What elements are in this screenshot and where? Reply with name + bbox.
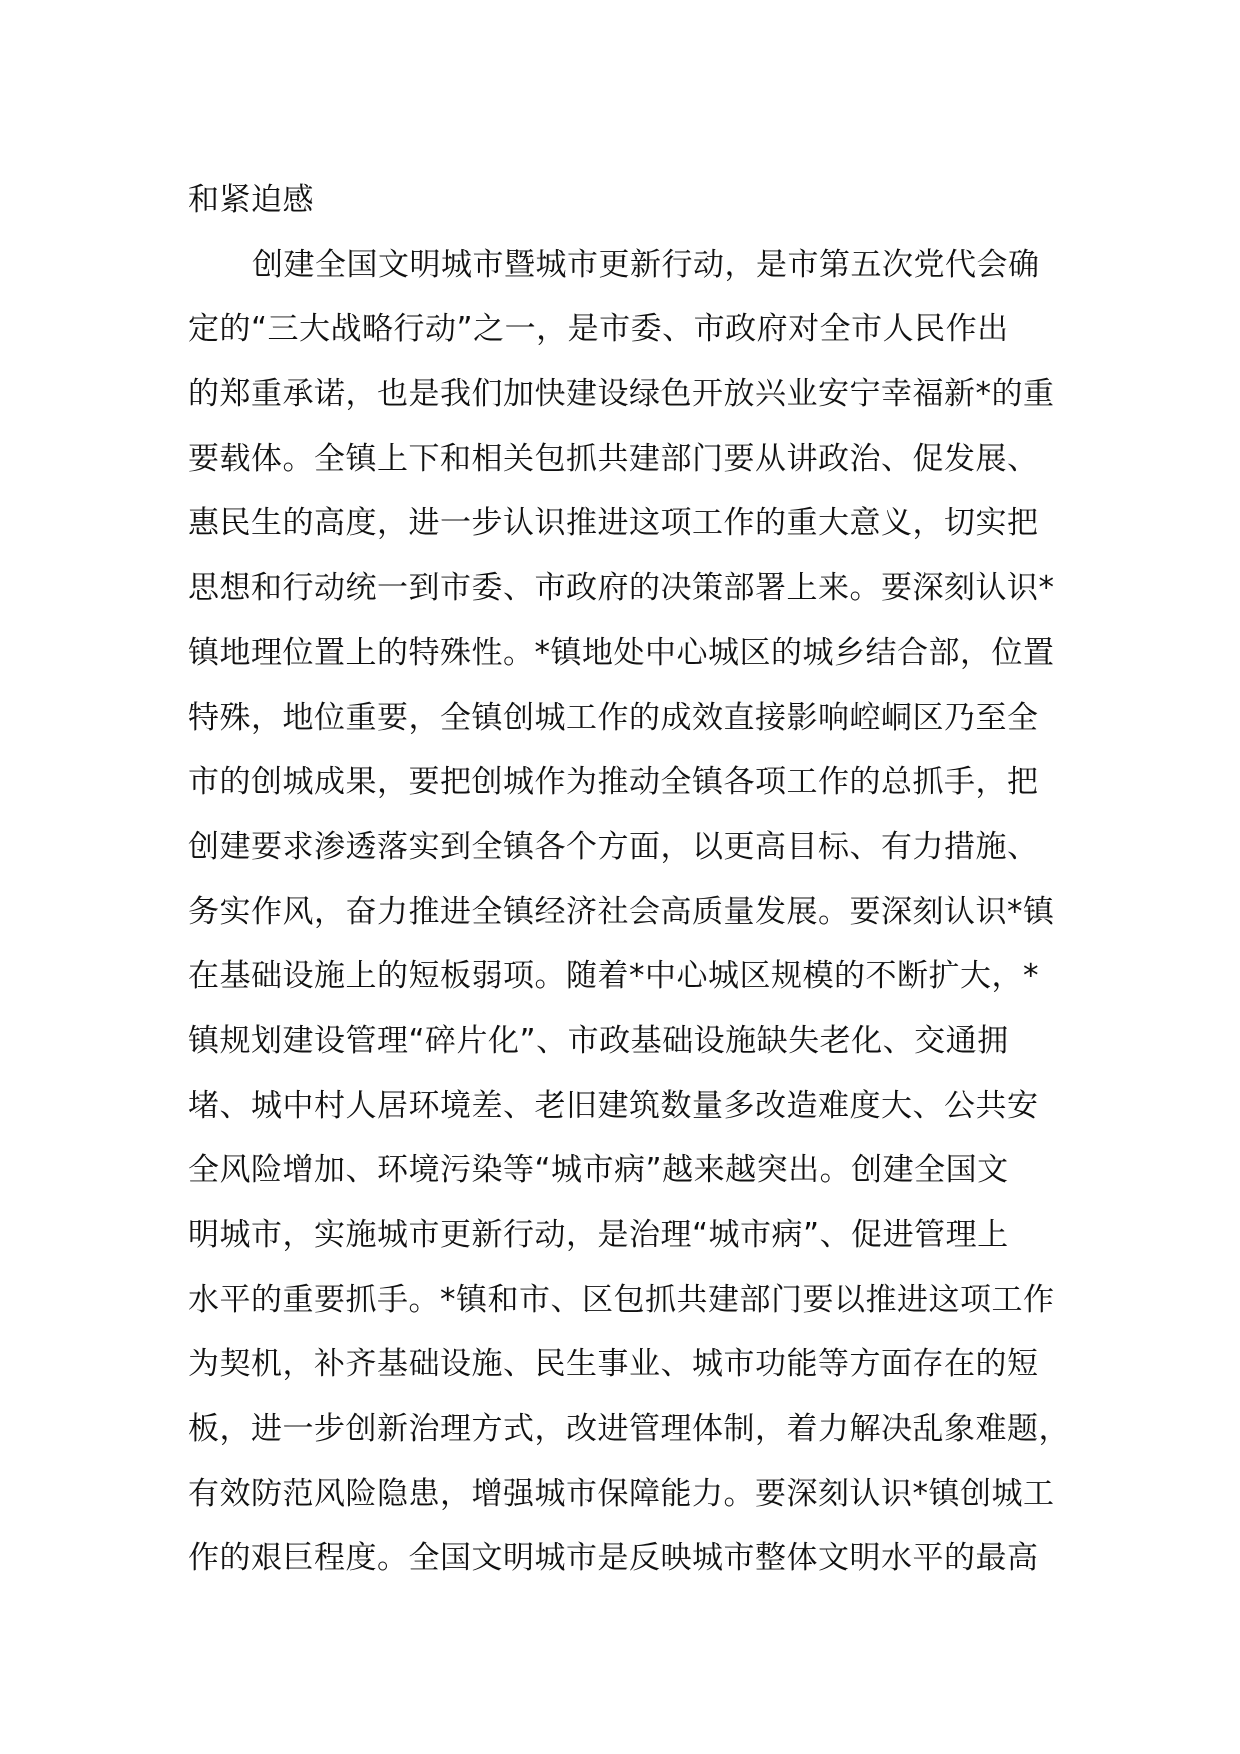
text-line: 镇规划建设管理“碎片化”、市政基础设施缺失老化、交通拥	[188, 1022, 1009, 1059]
text-line: 板，进一步创新治理方式，改进管理体制，着力解决乱象难题，	[188, 1411, 1070, 1448]
text-line: 务实作风，奋力推进全镇经济社会高质量发展。要深刻认识*镇	[188, 893, 1055, 930]
text-line: 为契机，补齐基础设施、民生事业、城市功能等方面存在的短	[188, 1346, 1039, 1383]
text-line: 作的艰巨程度。全国文明城市是反映城市整体文明水平的最高	[188, 1540, 1039, 1577]
text-line: 特殊，地位重要，全镇创城工作的成效直接影响崆峒区乃至全	[188, 699, 1039, 736]
text-line: 的郑重承诺，也是我们加快建设绿色开放兴业安宁幸福新*的重	[188, 376, 1055, 413]
text-line: 和紧迫感	[188, 182, 314, 218]
text-line: 定的“三大战略行动”之一，是市委、市政府对全市人民作出	[188, 311, 1009, 348]
text-line: 思想和行动统一到市委、市政府的决策部署上来。要深刻认识*	[188, 570, 1055, 607]
text-line: 要载体。全镇上下和相关包抓共建部门要从讲政治、促发展、	[188, 440, 1039, 477]
text-line: 有效防范风险隐患，增强城市保障能力。要深刻认识*镇创城工	[188, 1475, 1055, 1512]
text-line: 市的创城成果，要把创城作为推动全镇各项工作的总抓手，把	[188, 764, 1039, 801]
text-line: 创建要求渗透落实到全镇各个方面，以更高目标、有力措施、	[188, 828, 1039, 865]
text-line: 水平的重要抓手。*镇和市、区包抓共建部门要以推进这项工作	[188, 1281, 1055, 1318]
text-line: 明城市，实施城市更新行动，是治理“城市病”、促进管理上	[188, 1217, 1009, 1253]
body-text	[188, 168, 1088, 1591]
paragraph-first-line: 创建全国文明城市暨城市更新行动，是市第五次党代会确	[252, 246, 1040, 283]
text-line: 惠民生的高度，进一步认识推进这项工作的重大意义，切实把	[188, 505, 1039, 542]
text-line: 在基础设施上的短板弱项。随着*中心城区规模的不断扩大，*	[188, 958, 1039, 995]
text-line: 堵、城中村人居环境差、老旧建筑数量多改造难度大、公共安	[188, 1087, 1039, 1124]
text-line: 镇地理位置上的特殊性。*镇地处中心城区的城乡结合部，位置	[188, 634, 1055, 671]
text-line: 全风险增加、环境污染等“城市病”越来越突出。创建全国文	[188, 1152, 1009, 1189]
